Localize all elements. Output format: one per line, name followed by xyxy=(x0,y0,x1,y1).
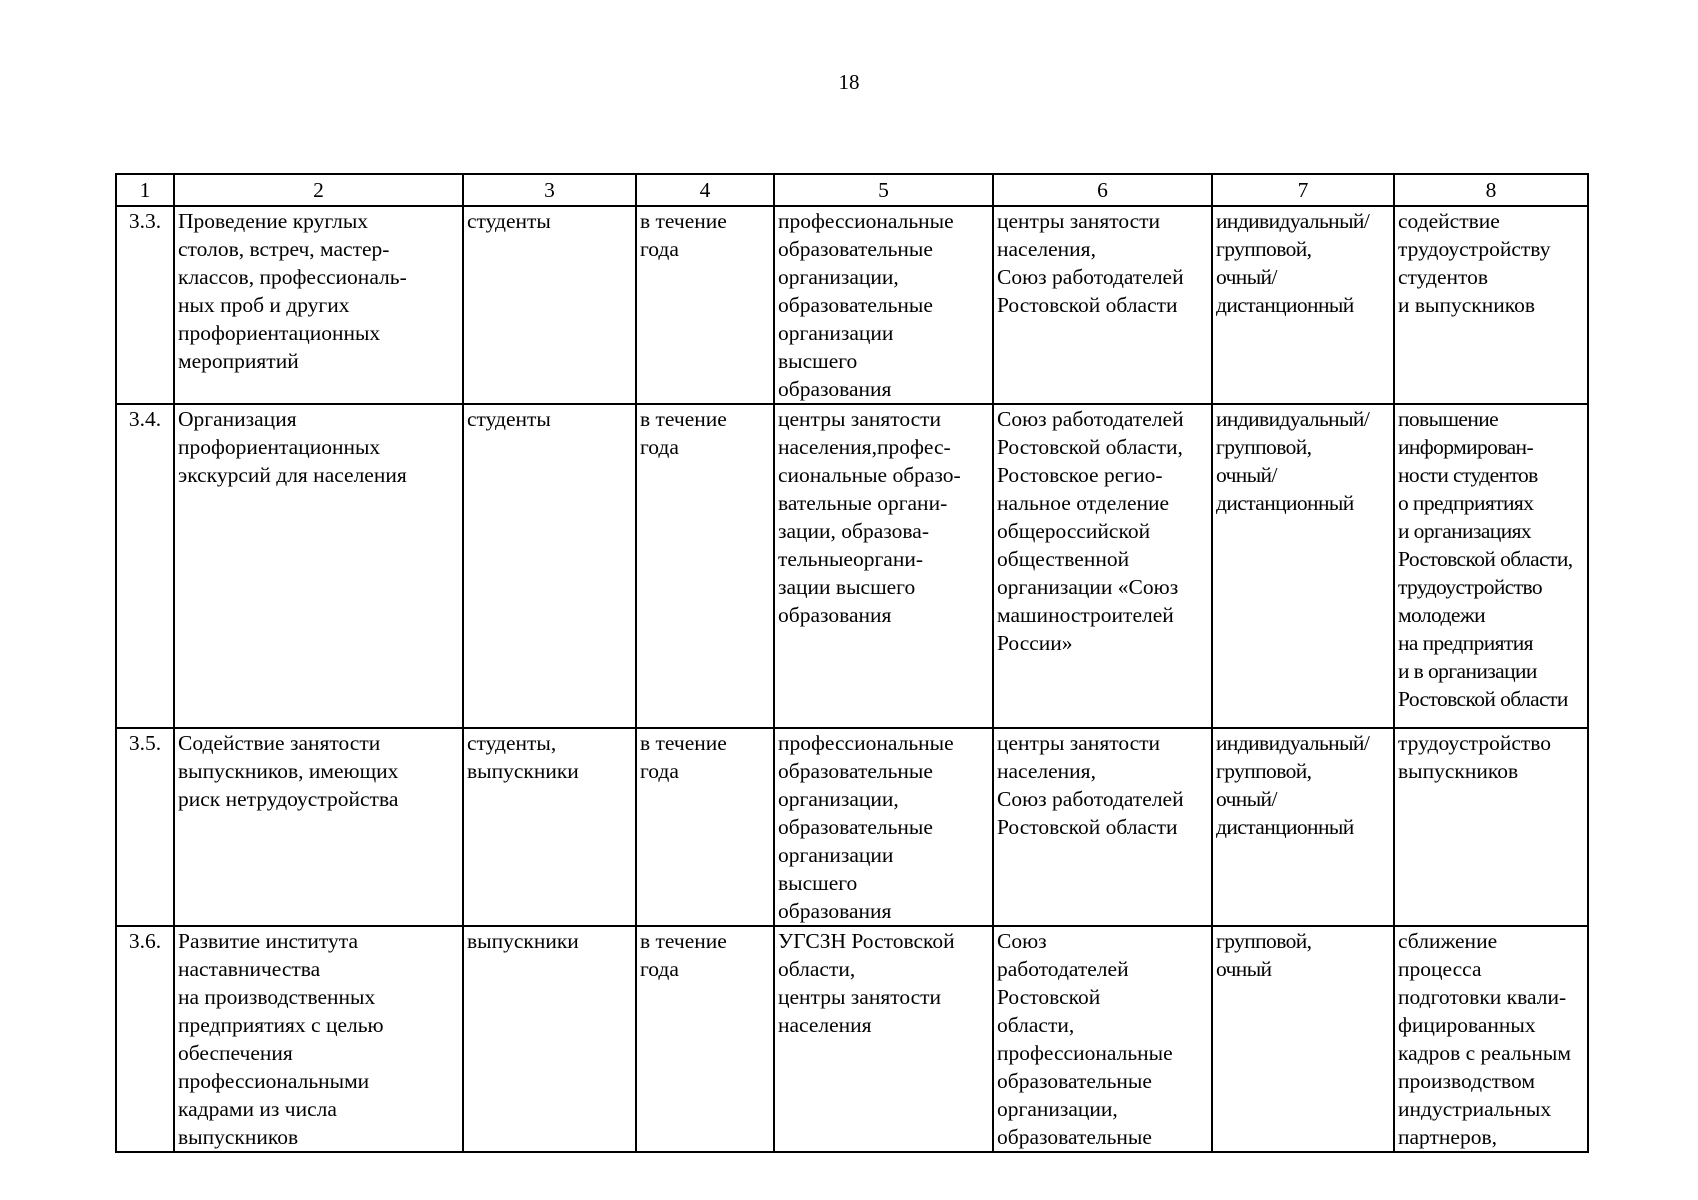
cell-line: общественной xyxy=(997,547,1130,571)
row-number: 3.4. xyxy=(116,404,174,728)
cell-line: индивидуальный/ xyxy=(1216,407,1370,431)
cell-line: Ростовской области xyxy=(1398,687,1568,711)
cell-line: вательные органи- xyxy=(778,491,948,515)
cell-line: информирован- xyxy=(1398,435,1534,459)
cell-partners xyxy=(993,926,1212,1152)
cell-format xyxy=(1212,404,1394,728)
cell-line: процесса xyxy=(1398,957,1482,981)
cell-line: центры занятости xyxy=(997,731,1161,755)
cell-line: экскурсий для населения xyxy=(178,463,407,487)
cell-line: мероприятий xyxy=(178,349,299,373)
cell-line: Ростовской xyxy=(997,985,1101,1009)
cell-line: Ростовской области, xyxy=(1398,547,1573,571)
cell-line: выпускники xyxy=(467,929,579,953)
cell-line: населения xyxy=(778,1013,872,1037)
cell-line: машиностроителей xyxy=(997,603,1174,627)
cell-line: УГСЗН Ростовской xyxy=(778,929,955,953)
col-header-8: 8 xyxy=(1394,174,1588,206)
col-header-2: 2 xyxy=(174,174,463,206)
cell-line: в течение xyxy=(640,731,727,755)
cell-line: дистанционный xyxy=(1216,815,1354,839)
cell-line: Союз работодателей xyxy=(997,407,1184,431)
cell-line: групповой, xyxy=(1216,435,1312,459)
col-header-1: 1 xyxy=(116,174,174,206)
cell-line: центры занятости xyxy=(778,985,942,1009)
cell-responsible xyxy=(774,728,993,926)
cell-line: и выпускников xyxy=(1398,293,1535,317)
cell-line: очный/ xyxy=(1216,265,1277,289)
cell-line: на производственных xyxy=(178,985,376,1009)
cell-line: студентов xyxy=(1398,265,1489,289)
cell-line: очный/ xyxy=(1216,787,1277,811)
cell-line: производством xyxy=(1398,1069,1535,1093)
cell-line: центры занятости xyxy=(778,407,942,431)
col-header-7: 7 xyxy=(1212,174,1394,206)
cell-line: населения,профес- xyxy=(778,435,951,459)
cell-participants xyxy=(463,728,636,926)
cell-participants xyxy=(463,926,636,1152)
cell-line: классов, профессиональ- xyxy=(178,265,407,289)
cell-partners xyxy=(993,206,1212,404)
cell-line: в течение xyxy=(640,209,727,233)
cell-line: сиональные образо- xyxy=(778,463,961,487)
cell-line: области, xyxy=(997,1013,1075,1037)
cell-line: Ростовской области, xyxy=(997,435,1183,459)
table-row xyxy=(116,206,1588,404)
cell-line: предприятиях с целью xyxy=(178,1013,384,1037)
cell-line: организации xyxy=(778,843,894,867)
cell-line: Содействие занятости xyxy=(178,731,381,755)
cell-deadline xyxy=(636,404,774,728)
cell-result xyxy=(1394,206,1588,404)
cell-line: образовательные xyxy=(997,1125,1152,1149)
cell-line: центры занятости xyxy=(997,209,1161,233)
cell-partners xyxy=(993,728,1212,926)
cell-format xyxy=(1212,728,1394,926)
cell-event xyxy=(174,926,463,1152)
cell-line: области, xyxy=(778,957,856,981)
cell-event xyxy=(174,206,463,404)
cell-line: года xyxy=(640,957,679,981)
row-number: 3.5. xyxy=(116,728,174,926)
cell-line: образования xyxy=(778,603,892,627)
cell-deadline xyxy=(636,926,774,1152)
cell-partners xyxy=(993,404,1212,728)
cell-line: риск нетрудоустройства xyxy=(178,787,399,811)
cell-line: образовательные xyxy=(778,293,933,317)
cell-line: образовательные xyxy=(778,815,933,839)
cell-line: столов, встреч, мастер- xyxy=(178,237,390,261)
cell-line: тельныеоргани- xyxy=(778,547,923,571)
cell-line: высшего xyxy=(778,871,858,895)
col-header-6: 6 xyxy=(993,174,1212,206)
cell-line: Проведение круглых xyxy=(178,209,369,233)
page-number: 18 xyxy=(838,70,860,94)
cell-line: общероссийской xyxy=(997,519,1151,543)
cell-line: индивидуальный/ xyxy=(1216,731,1370,755)
cell-line: групповой, xyxy=(1216,759,1312,783)
cell-line: России» xyxy=(997,631,1073,655)
cell-line: организации, xyxy=(778,265,899,289)
cell-line: Организация xyxy=(178,407,297,431)
table-row xyxy=(116,404,1588,728)
cell-line: организации xyxy=(778,321,894,345)
cell-line: образовательные xyxy=(778,759,933,783)
cell-line: ных проб и других xyxy=(178,293,350,317)
cell-line: зации высшего xyxy=(778,575,916,599)
cell-event xyxy=(174,404,463,728)
cell-line: наставничества xyxy=(178,957,321,981)
cell-line: обеспечения xyxy=(178,1041,293,1065)
cell-line: студенты xyxy=(467,407,551,431)
col-header-5: 5 xyxy=(774,174,993,206)
cell-line: Развитие института xyxy=(178,929,358,953)
cell-line: образования xyxy=(778,899,892,923)
cell-line: в течение xyxy=(640,407,727,431)
activities-table xyxy=(115,173,1589,1153)
cell-result xyxy=(1394,404,1588,728)
cell-line: работодателей xyxy=(997,957,1129,981)
cell-line: Союз xyxy=(997,929,1047,953)
cell-line: индустриальных xyxy=(1398,1097,1552,1121)
cell-line: образовательные xyxy=(997,1069,1152,1093)
cell-line: сближение xyxy=(1398,929,1498,953)
cell-line: содействие xyxy=(1398,209,1500,233)
cell-line: года xyxy=(640,237,679,261)
cell-line: трудоустройство xyxy=(1398,731,1552,755)
cell-line: трудоустройство xyxy=(1398,575,1543,599)
cell-line: года xyxy=(640,435,679,459)
cell-responsible xyxy=(774,206,993,404)
cell-line: профориентационных xyxy=(178,321,381,345)
col-header-4: 4 xyxy=(636,174,774,206)
cell-line: фицированных xyxy=(1398,1013,1536,1037)
cell-line: подготовки квали- xyxy=(1398,985,1567,1009)
cell-line: Союз работодателей xyxy=(997,265,1184,289)
cell-line: очный xyxy=(1216,957,1272,981)
cell-result xyxy=(1394,728,1588,926)
cell-line: образования xyxy=(778,377,892,401)
cell-line: кадров с реальным xyxy=(1398,1041,1571,1065)
cell-line: кадрами из числа xyxy=(178,1097,337,1121)
cell-participants xyxy=(463,404,636,728)
cell-line: Ростовской области xyxy=(997,815,1178,839)
cell-format xyxy=(1212,206,1394,404)
cell-line: профессиональные xyxy=(778,731,954,755)
table-row xyxy=(116,728,1588,926)
cell-line: профориентационных xyxy=(178,435,381,459)
cell-line: Ростовской области xyxy=(997,293,1178,317)
cell-participants xyxy=(463,206,636,404)
cell-line: высшего xyxy=(778,349,858,373)
cell-line: профессиональными xyxy=(178,1069,370,1093)
header-row xyxy=(116,174,1588,206)
cell-line: групповой, xyxy=(1216,237,1312,261)
cell-line: молодежи xyxy=(1398,603,1485,627)
cell-responsible xyxy=(774,404,993,728)
cell-line: очный/ xyxy=(1216,463,1277,487)
cell-line: студенты xyxy=(467,209,551,233)
row-number: 3.3. xyxy=(116,206,174,404)
cell-line: и организациях xyxy=(1398,519,1532,543)
cell-line: на предприятия xyxy=(1398,631,1533,655)
cell-line: Ростовское регио- xyxy=(997,463,1163,487)
cell-line: зации, образова- xyxy=(778,519,929,543)
cell-format xyxy=(1212,926,1394,1152)
cell-deadline xyxy=(636,728,774,926)
cell-line: Союз работодателей xyxy=(997,787,1184,811)
cell-result xyxy=(1394,926,1588,1152)
cell-responsible xyxy=(774,926,993,1152)
cell-line: индивидуальный/ xyxy=(1216,209,1370,233)
cell-line: о предприятиях xyxy=(1398,491,1534,515)
cell-line: нальное отделение xyxy=(997,491,1170,515)
cell-line: населения, xyxy=(997,759,1096,783)
cell-line: студенты, xyxy=(467,731,557,755)
cell-line: выпускников xyxy=(178,1125,299,1149)
cell-line: года xyxy=(640,759,679,783)
cell-event xyxy=(174,728,463,926)
cell-line: организации, xyxy=(997,1097,1118,1121)
cell-line: в течение xyxy=(640,929,727,953)
cell-line: и в организации xyxy=(1398,659,1537,683)
cell-line: дистанционный xyxy=(1216,293,1354,317)
cell-line: выпускников xyxy=(1398,759,1519,783)
cell-line: организации «Союз xyxy=(997,575,1179,599)
row-number: 3.6. xyxy=(116,926,174,1152)
cell-line: образовательные xyxy=(778,237,933,261)
table-row xyxy=(116,926,1588,1152)
cell-line: выпускников, имеющих xyxy=(178,759,399,783)
cell-line: профессиональные xyxy=(997,1041,1173,1065)
cell-line: партнеров, xyxy=(1398,1125,1497,1149)
cell-line: населения, xyxy=(997,237,1096,261)
cell-line: дистанционный xyxy=(1216,491,1354,515)
cell-line: организации, xyxy=(778,787,899,811)
col-header-3: 3 xyxy=(463,174,636,206)
cell-line: трудоустройству xyxy=(1398,237,1551,261)
cell-line: повышение xyxy=(1398,407,1499,431)
cell-line: групповой, xyxy=(1216,929,1312,953)
cell-line: ности студентов xyxy=(1398,463,1538,487)
cell-line: профессиональные xyxy=(778,209,954,233)
cell-deadline xyxy=(636,206,774,404)
cell-line: выпускники xyxy=(467,759,579,783)
